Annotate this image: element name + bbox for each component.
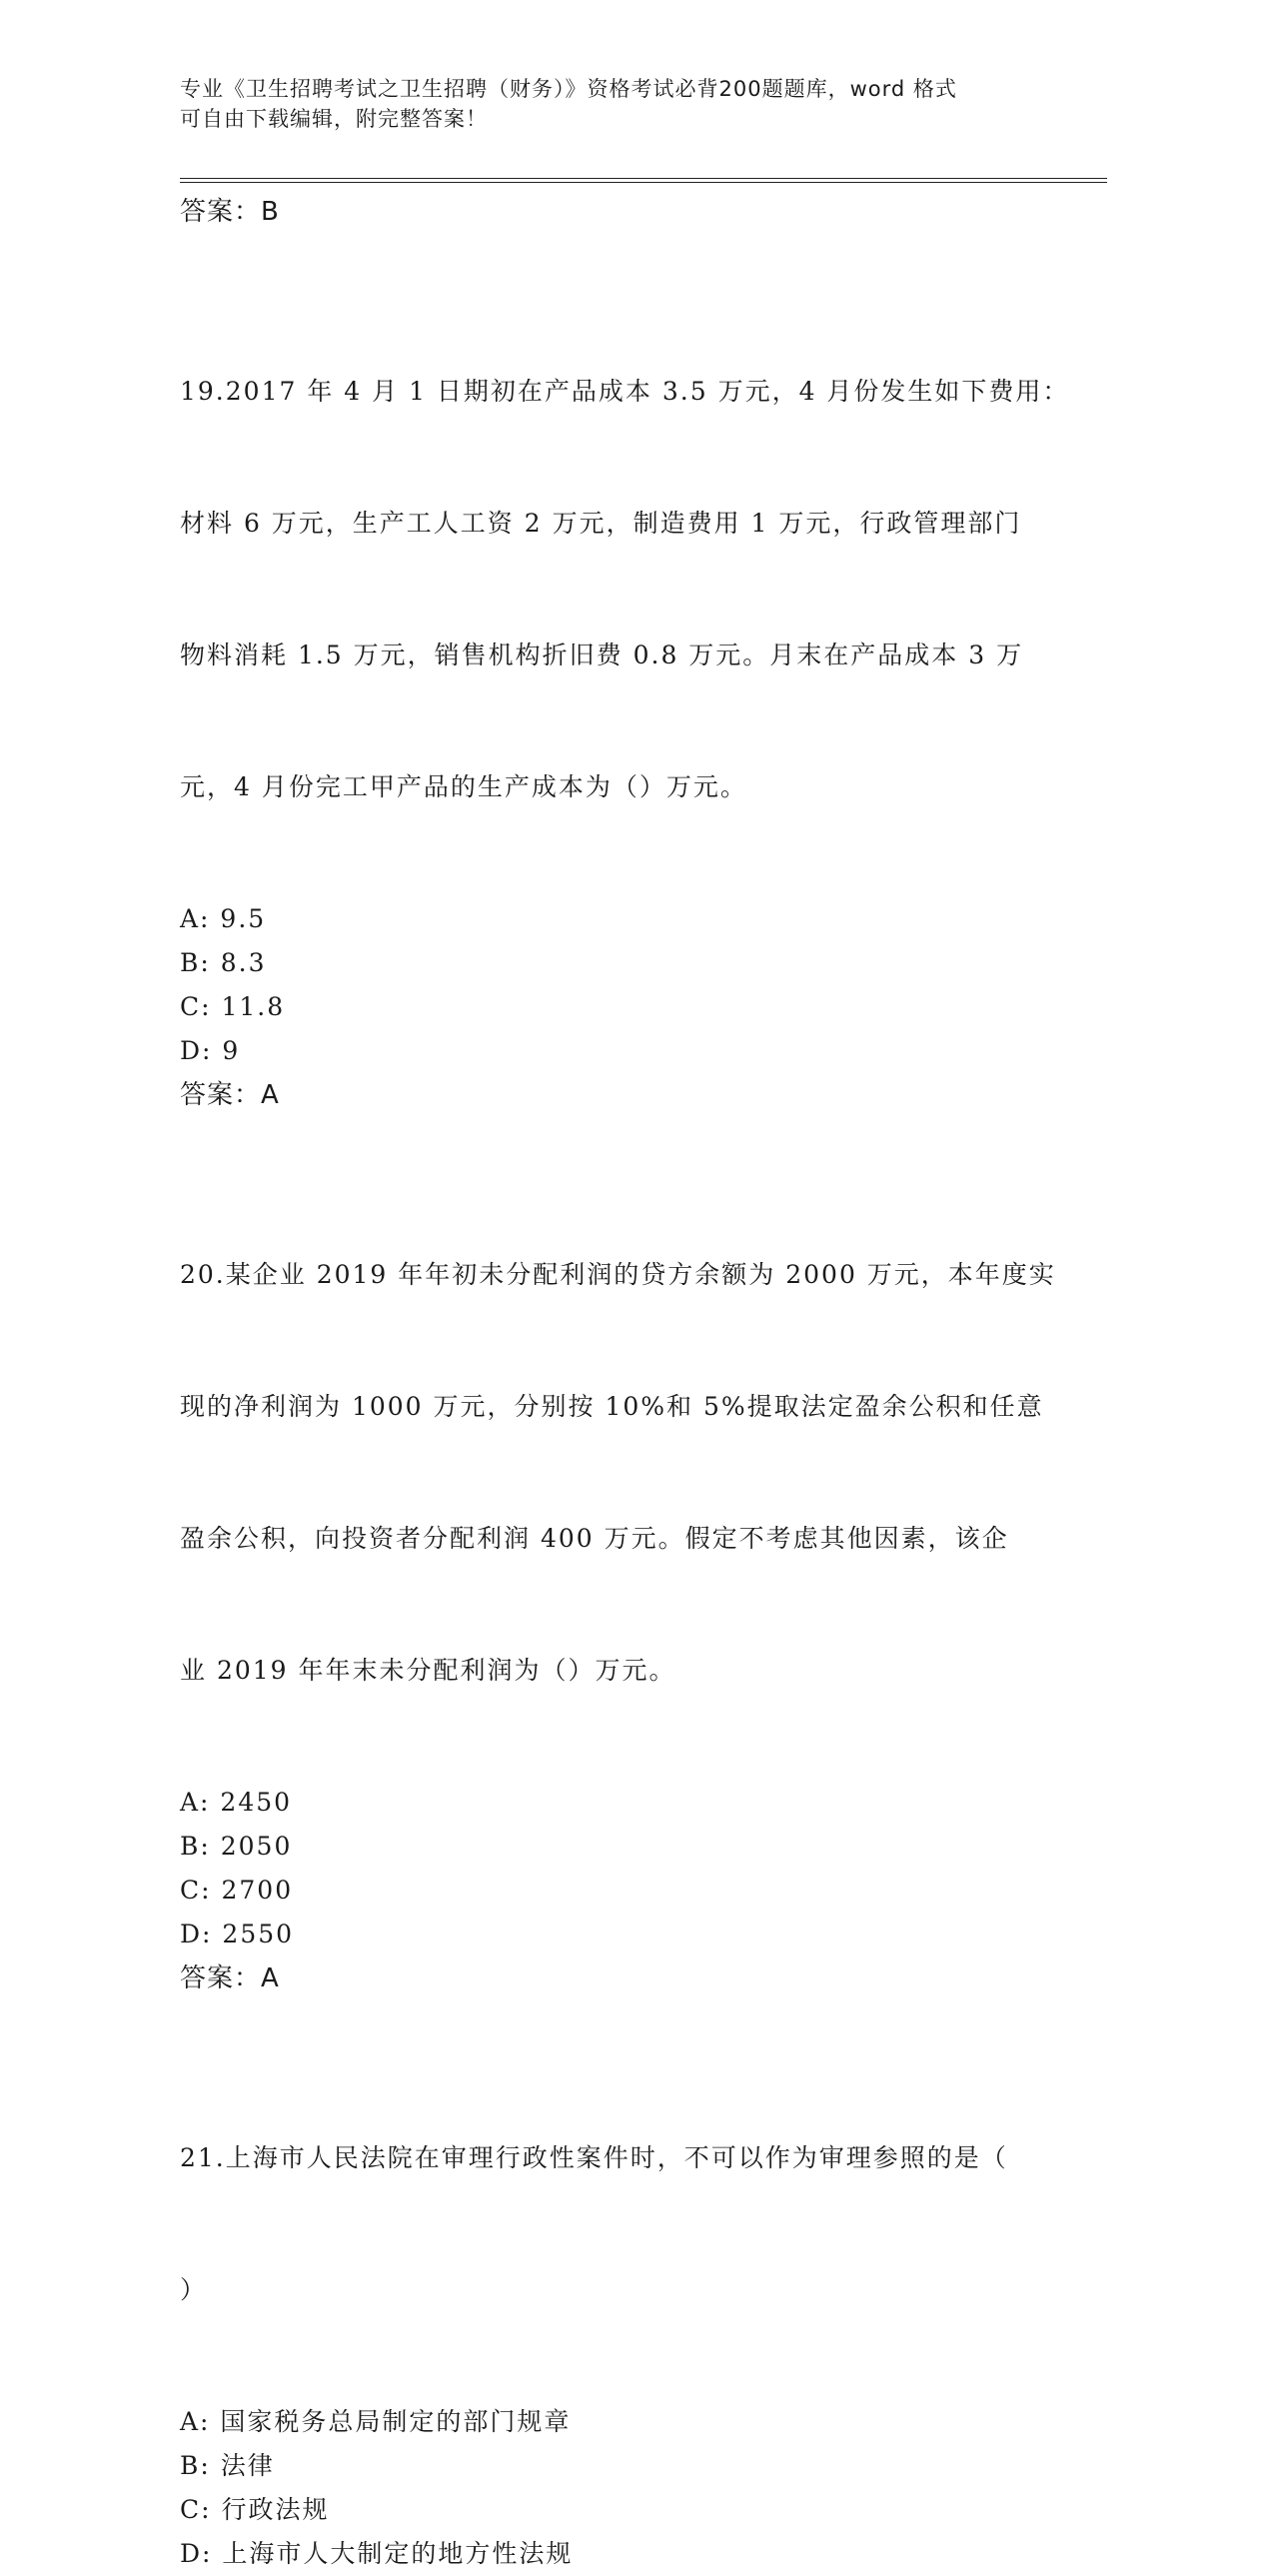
option-c: C: 行政法规 (180, 2495, 330, 2524)
question-19 (180, 282, 1079, 1117)
answer-label: 答案：A (180, 1080, 280, 1110)
option-c: C: 2700 (180, 1876, 294, 1905)
option-d: D: 2550 (180, 1920, 295, 1948)
question-stem (180, 1165, 1079, 1781)
option-a: A: 9.5 (180, 904, 267, 933)
option-b: B: 法律 (180, 2451, 275, 2480)
answer-label: 答案：A (180, 1963, 280, 1993)
stem-line: 盈余公积，向投资者分配利润 400 万元。假定不考虑其他因素，该企 (180, 1524, 1009, 1553)
question-20 (180, 1165, 1079, 2000)
stem-line: 21.上海市人民法院在审理行政性案件时，不可以作为审理参照的是（ (180, 2143, 1008, 2172)
header-divider (180, 178, 1107, 183)
option-a: A: 国家税务总局制定的部门规章 (180, 2407, 572, 2436)
stem-line: ） (180, 2275, 208, 2304)
stem-line: 业 2019 年年末未分配利润为（）万元。 (180, 1656, 676, 1685)
stem-line: 20.某企业 2019 年年初未分配利润的贷方余额为 2000 万元，本年度实 (180, 1260, 1056, 1289)
option-b: B: 8.3 (180, 948, 267, 977)
option-a: A: 2450 (180, 1788, 293, 1817)
stem-line: 材料 6 万元，生产工人工资 2 万元，制造费用 1 万元，行政管理部门 (180, 509, 1022, 538)
answer-label: 答案：B (180, 197, 280, 227)
stem-line: 19.2017 年 4 月 1 日期初在产品成本 3.5 万元，4 月份发生如下费用： (180, 377, 1070, 406)
header-title-line-2: 可自由下载编辑，附完整答案！ (180, 107, 488, 131)
option-d: D: 9 (180, 1036, 241, 1065)
question-stem (180, 2048, 1079, 2400)
stem-line: 物料消耗 1.5 万元，销售机构折旧费 0.8 万元。月末在产品成本 3 万 (180, 641, 1024, 669)
document-header (180, 74, 1039, 134)
question-stem (180, 282, 1079, 897)
header-title-line-1: 专业《卫生招聘考试之卫生招聘（财务）》资格考试必背200题题库，word 格式 (180, 77, 957, 101)
stem-line: 元，4 月份完工甲产品的生产成本为（）万元。 (180, 772, 747, 801)
question-21 (180, 2048, 1079, 2576)
option-c: C: 11.8 (180, 992, 286, 1021)
document-body (180, 190, 1079, 2576)
option-b: B: 2050 (180, 1832, 293, 1861)
stem-line: 现的净利润为 1000 万元，分别按 10%和 5%提取法定盈余公积和任意 (180, 1392, 1044, 1421)
option-d: D: 上海市人大制定的地方性法规 (180, 2539, 574, 2568)
